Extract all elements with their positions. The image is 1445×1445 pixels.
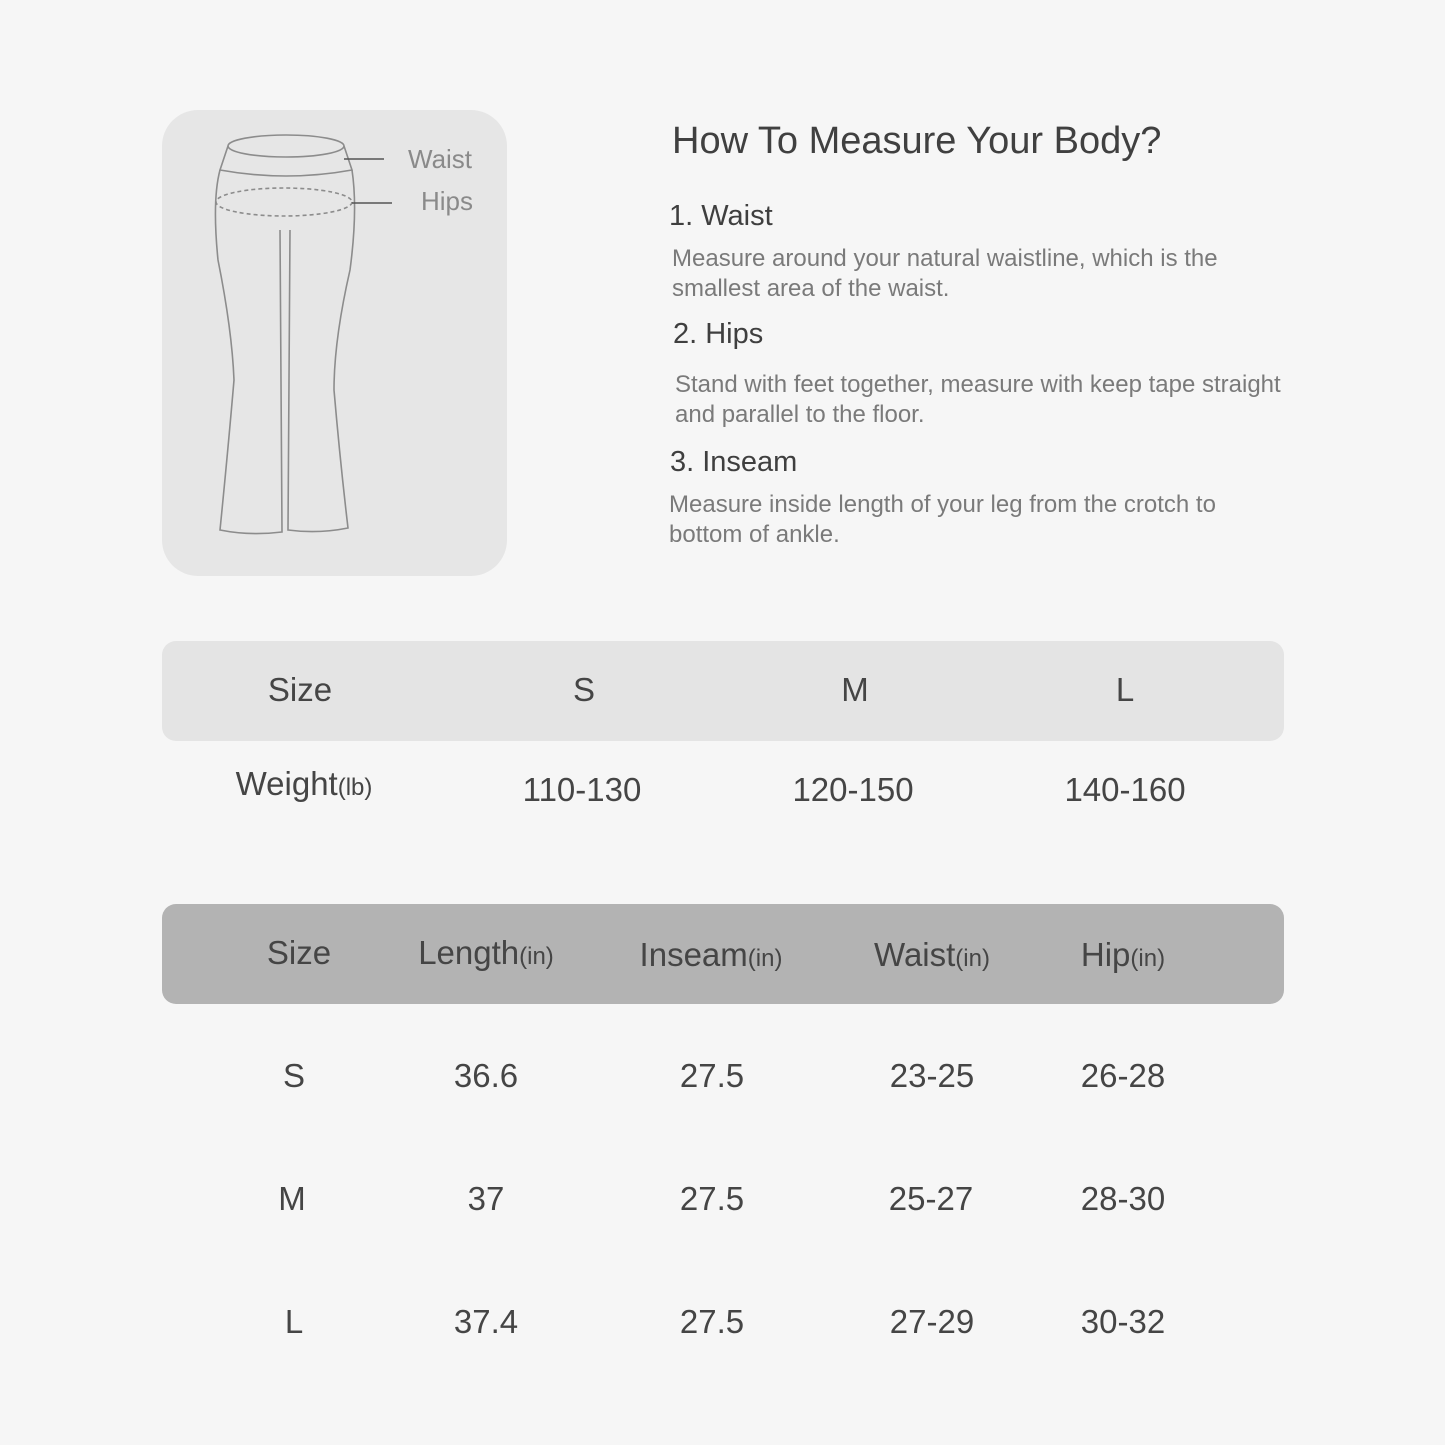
guide-title: How To Measure Your Body? bbox=[672, 120, 1162, 162]
table-row-l-inseam: 27.5 bbox=[679, 1303, 745, 1340]
hips-label: Hips bbox=[421, 186, 474, 216]
table-row-l-length: 37.4 bbox=[453, 1303, 519, 1340]
table-row-m-inseam: 27.5 bbox=[679, 1180, 745, 1217]
size-header-waist: Waist(in) bbox=[874, 936, 990, 973]
size-header-size: Size bbox=[266, 934, 332, 971]
step-waist-desc: Measure around your natural waistline, which is the smallest area of the waist. bbox=[672, 245, 1218, 302]
step-inseam-desc: Measure inside length of your leg from the crotch to bottom of ankle. bbox=[669, 491, 1216, 548]
table-row-m-hip: 28-30 bbox=[1080, 1180, 1166, 1217]
weight-row-label: Weight(lb) bbox=[235, 765, 373, 802]
table-row-m-size: M bbox=[278, 1180, 306, 1217]
weight-header-s: S bbox=[572, 671, 596, 708]
flare-pants-icon bbox=[162, 110, 507, 576]
weight-header-l: L bbox=[1115, 671, 1135, 708]
weight-header-m: M bbox=[841, 671, 869, 708]
weight-value-l: 140-160 bbox=[1064, 771, 1186, 808]
table-row-s-length: 36.6 bbox=[453, 1057, 519, 1094]
pants-illustration-card bbox=[162, 110, 507, 576]
size-header-length: Length(in) bbox=[418, 934, 554, 971]
step-inseam-title: 3. Inseam bbox=[670, 446, 798, 478]
table-row-l-waist: 27-29 bbox=[889, 1303, 975, 1340]
waist-label: Waist bbox=[408, 144, 473, 174]
step-hips-title: 2. Hips bbox=[673, 318, 764, 350]
weight-table bbox=[162, 641, 1284, 831]
table-row-m-waist: 25-27 bbox=[888, 1180, 974, 1217]
table-row-l-hip: 30-32 bbox=[1080, 1303, 1166, 1340]
table-row-l-size: L bbox=[284, 1303, 304, 1340]
weight-header-size: Size bbox=[267, 671, 333, 708]
step-waist-title: 1. Waist bbox=[669, 200, 773, 232]
size-table bbox=[162, 904, 1284, 1364]
table-row-s-waist: 23-25 bbox=[889, 1057, 975, 1094]
weight-value-s: 110-130 bbox=[522, 771, 642, 808]
table-row-m-length: 37 bbox=[467, 1180, 505, 1217]
table-row-s-inseam: 27.5 bbox=[679, 1057, 745, 1094]
size-header-hip: Hip(in) bbox=[1080, 936, 1166, 973]
table-row-s-hip: 26-28 bbox=[1080, 1057, 1166, 1094]
weight-value-m: 120-150 bbox=[792, 771, 914, 808]
table-row-s-size: S bbox=[282, 1057, 306, 1094]
step-hips-desc: Stand with feet together, measure with keep tape straight and parallel to the floor. bbox=[675, 371, 1281, 428]
size-header-inseam: Inseam(in) bbox=[639, 936, 783, 973]
